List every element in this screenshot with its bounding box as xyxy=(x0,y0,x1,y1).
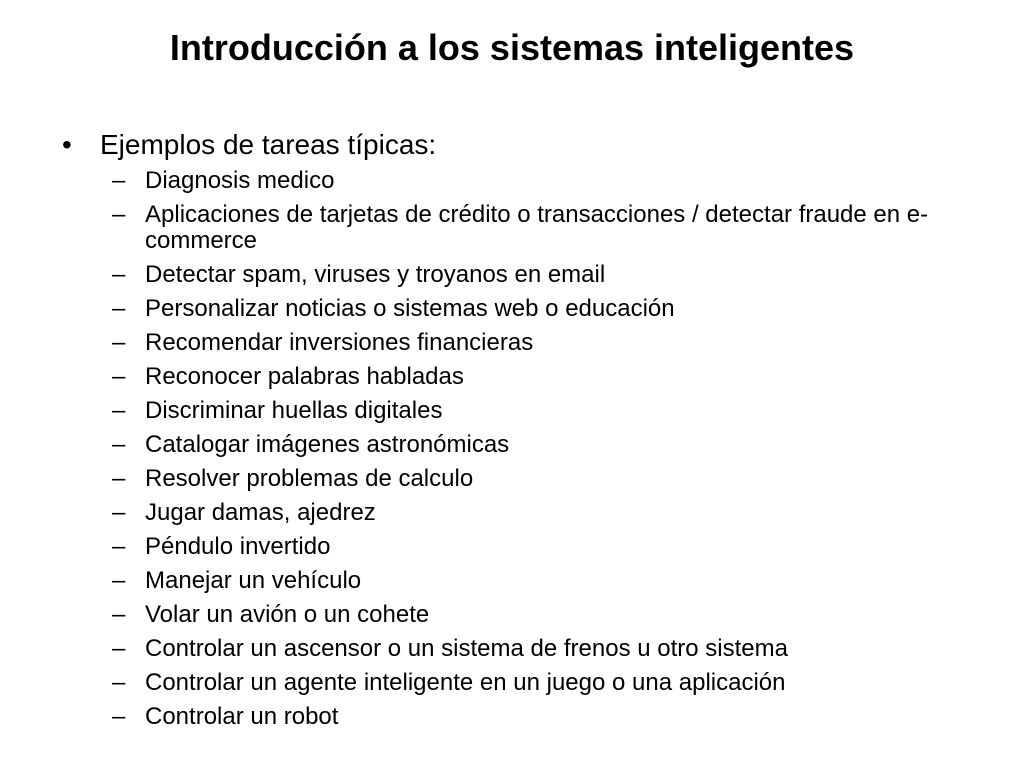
dash-marker: – xyxy=(112,167,126,194)
dash-marker: – xyxy=(112,431,126,458)
dash-marker: – xyxy=(112,201,126,228)
list-item xyxy=(112,168,932,194)
list-item-text: Reconocer palabras habladas xyxy=(145,363,464,390)
list-item-text: Diagnosis medico xyxy=(145,167,335,194)
dash-marker: – xyxy=(112,329,126,356)
list-item xyxy=(112,636,932,662)
dash-marker: – xyxy=(112,601,126,628)
dash-marker: – xyxy=(112,363,126,390)
dash-marker: – xyxy=(112,669,126,696)
dash-marker: – xyxy=(112,567,126,594)
list-item xyxy=(112,500,932,526)
list-item xyxy=(112,296,932,322)
list-item-text: Catalogar imágenes astronómicas xyxy=(145,431,510,458)
list-item-text: Aplicaciones de tarjetas de crédito o transacciones / detectar fraude en e-commerce xyxy=(145,201,929,254)
dash-marker: – xyxy=(112,465,126,492)
list-item-text: Personalizar noticias o sistemas web o educación xyxy=(145,295,675,322)
list-item xyxy=(112,602,932,628)
list-item xyxy=(112,398,932,424)
list-item xyxy=(112,330,932,356)
bullet-marker: • xyxy=(62,129,72,160)
list-item xyxy=(112,262,932,288)
list-item-text: Manejar un vehículo xyxy=(145,567,362,594)
list-item-text: Volar un avión o un cohete xyxy=(145,601,430,628)
list-item-text: Recomendar inversiones financieras xyxy=(145,329,534,356)
list-item xyxy=(112,670,932,696)
bullet-text: Ejemplos de tareas típicas: xyxy=(100,129,437,160)
list-item xyxy=(112,568,932,594)
dash-marker: – xyxy=(112,261,126,288)
list-item-text: Controlar un agente inteligente en un juego o una aplicación xyxy=(145,669,786,696)
dash-marker: – xyxy=(112,703,126,730)
list-item xyxy=(112,534,932,560)
task-list xyxy=(112,168,932,738)
list-item-text: Controlar un ascensor o un sistema de frenos u otro sistema xyxy=(145,635,788,662)
list-item xyxy=(112,432,932,458)
list-item-text: Jugar damas, ajedrez xyxy=(145,499,376,526)
list-item-text: Péndulo invertido xyxy=(145,533,331,560)
dash-marker: – xyxy=(112,533,126,560)
dash-marker: – xyxy=(112,499,126,526)
dash-marker: – xyxy=(112,397,126,424)
list-item xyxy=(112,466,932,492)
list-item-text: Controlar un robot xyxy=(145,703,339,730)
dash-marker: – xyxy=(112,635,126,662)
list-item-text: Detectar spam, viruses y troyanos en email xyxy=(145,261,606,288)
list-item xyxy=(112,202,932,254)
list-item xyxy=(112,704,932,730)
list-item-text: Discriminar huellas digitales xyxy=(145,397,443,424)
list-item xyxy=(112,364,932,390)
dash-marker: – xyxy=(112,295,126,322)
list-item-text: Resolver problemas de calculo xyxy=(145,465,474,492)
main-bullet xyxy=(62,127,436,163)
slide-title: Introducción a los sistemas inteligentes xyxy=(169,27,855,68)
